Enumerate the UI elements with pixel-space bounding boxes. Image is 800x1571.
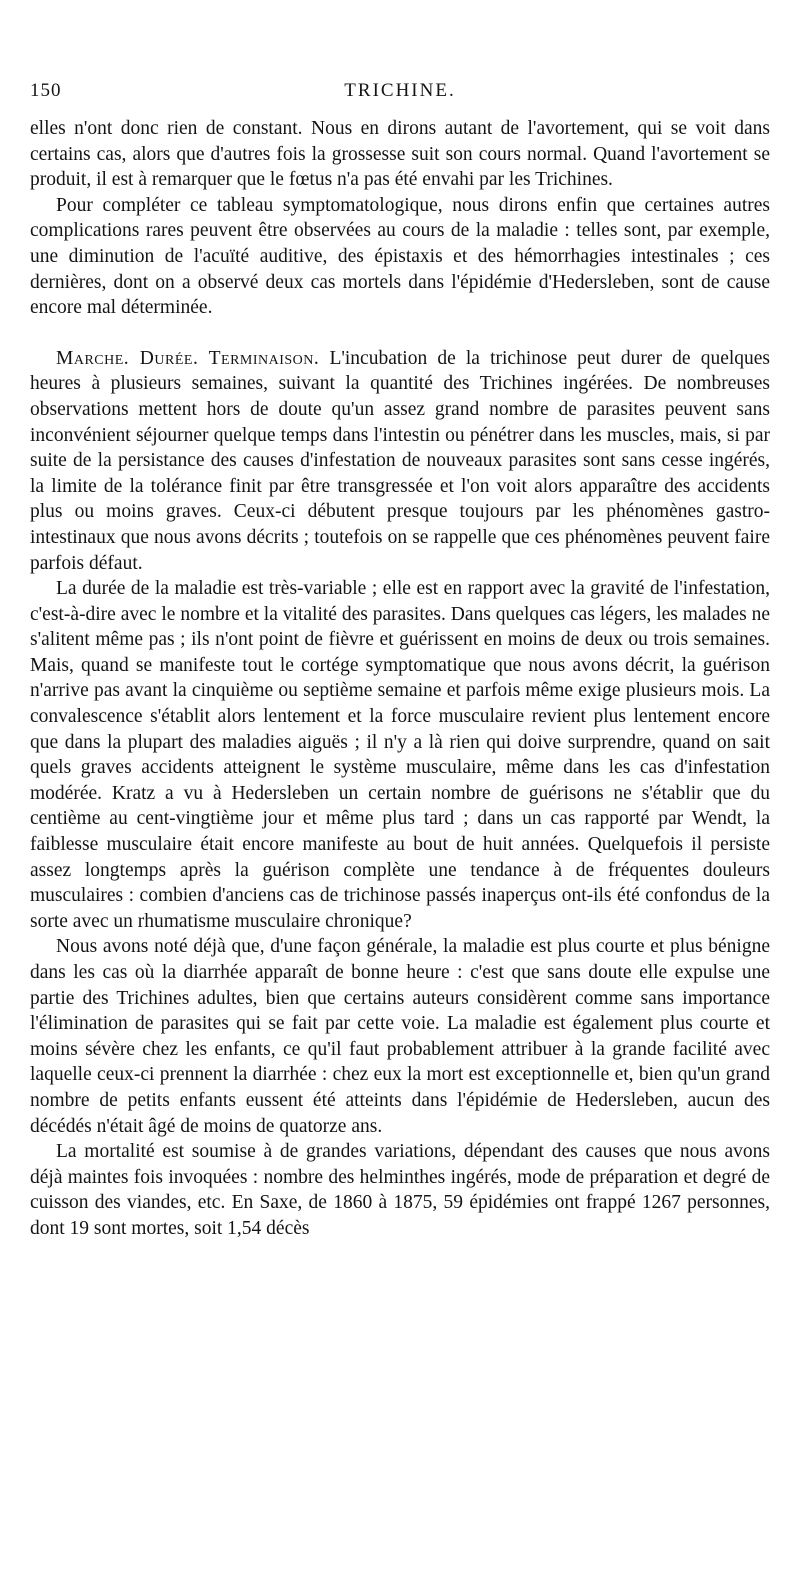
running-title: TRICHINE. bbox=[344, 80, 456, 101]
paragraph-3: L'incubation de la trichinose peut durer de quelques heures à plusieurs semaines, suivant la quantité des Trichines ingérées. De nombreuses observations mettent hors de doute qu'un assez grand nombre de parasites peuvent sans inconvénient séjourner quelque temps dans l'intestin ou pénétrer dans les muscles, mais, si par suite de la persistance des causes d'infestation de nouveaux parasites sont sans cesse ingérés, la limite de la tolérance finit par être transgressée et l'on voit alors apparaître des accidents plus ou moins graves. Ceux-ci débutent presque toujours par les phénomènes gastro-intestinaux que nous avons décrits ; toutefois on se rappelle que ces phénomènes peuvent faire parfois défaut. bbox=[30, 347, 771, 574]
paragraph-5: Nous avons noté déjà que, d'une façon générale, la maladie est plus courte et plus bénigne dans les cas où la diarrhée apparaît de bonne heure : c'est que sans doute elle expulse une partie des Trichines adultes, bien que certains auteurs considèrent comme sans importance l'élimination de parasites qui se fait par cette voie. La maladie est également plus courte et moins sévère chez les enfants, ce qu'il faut probablement attribuer à la grande facilité avec laquelle ceux-ci prennent la diarrhée : chez eux la mort est exceptionnelle et, bien qu'un grand nombre de petits enfants eussent été atteints dans l'épidémie de Hedersleben, aucun des décédés n'était âgé de moins de quatorze ans. bbox=[30, 936, 770, 1137]
page-header bbox=[30, 74, 770, 108]
section-heading: Marche. Durée. Terminaison. bbox=[56, 347, 320, 369]
paragraph-6: La mortalité est soumise à de grandes variations, dépendant des causes que nous avons déjà maintes fois invoquées : nombre des helminthes ingérés, mode de préparation et degré de cuisson des viandes, etc. En Saxe, de 1860 à 1875, 59 épidémies ont frappé 1267 personnes, dont 19 sont mortes, soit 1,54 décès bbox=[30, 1141, 770, 1239]
paragraph-1: elles n'ont donc rien de constant. Nous en dirons autant de l'avortement, qui se voit dans certains cas, alors que d'autres fois la grossesse suit son cours normal. Quand l'avortement se produit, il est à remarquer que le fœtus n'a pas été envahi par les Trichines. bbox=[30, 118, 770, 191]
body-text bbox=[30, 116, 770, 1242]
section-paragraph bbox=[30, 346, 770, 576]
book-page bbox=[30, 74, 770, 1242]
paragraph-4: La durée de la maladie est très-variable ; elle est en rapport avec la gravité de l'infestation, c'est-à-dire avec le nombre et la vitalité des parasites. Dans quelques cas légers, les malades ne s'alitent même pas ; ils n'ont point de fièvre et guérissent en moins de deux ou trois semaines. Mais, quand se manifeste tout le cortége symptomatique que nous avons décrit, la guérison n'arrive pas avant la cinquième ou septième semaine et parfois même exige plusieurs mois. La convalescence s'établit alors lentement et la force musculaire revient plus lentement encore que dans la plupart des maladies aiguës ; il n'y a là rien qui doive surprendre, quand on sait quels graves accidents atteignent le système musculaire, même dans les cas d'infestation modérée. Kratz a vu à Hedersleben un certain nombre de guérisons ne s'établir que du centième au cent-vingtième jour et même plus tard ; dans un cas rapporté par Wendt, la faiblesse musculaire était encore manifeste au bout de huit années. Quelquefois il persiste assez longtemps après la guérison complète une tendance à de fréquentes douleurs musculaires : combien d'anciens cas de trichinose passés inaperçus ont-ils été confondus de la sorte avec un rhumatisme musculaire chronique? bbox=[30, 578, 770, 932]
page-number: 150 bbox=[30, 80, 62, 101]
paragraph-2: Pour compléter ce tableau symptomatologique, nous dirons enfin que certaines autres complications rares peuvent être observées au cours de la maladie : telles sont, par exemple, une diminution de l'acuïté auditive, des épistaxis et des hémorrhagies intestinales ; ces dernières, dont on a observé deux cas mortels dans l'épidémie d'Hedersleben, sont de cause encore mal déterminée. bbox=[30, 194, 770, 319]
